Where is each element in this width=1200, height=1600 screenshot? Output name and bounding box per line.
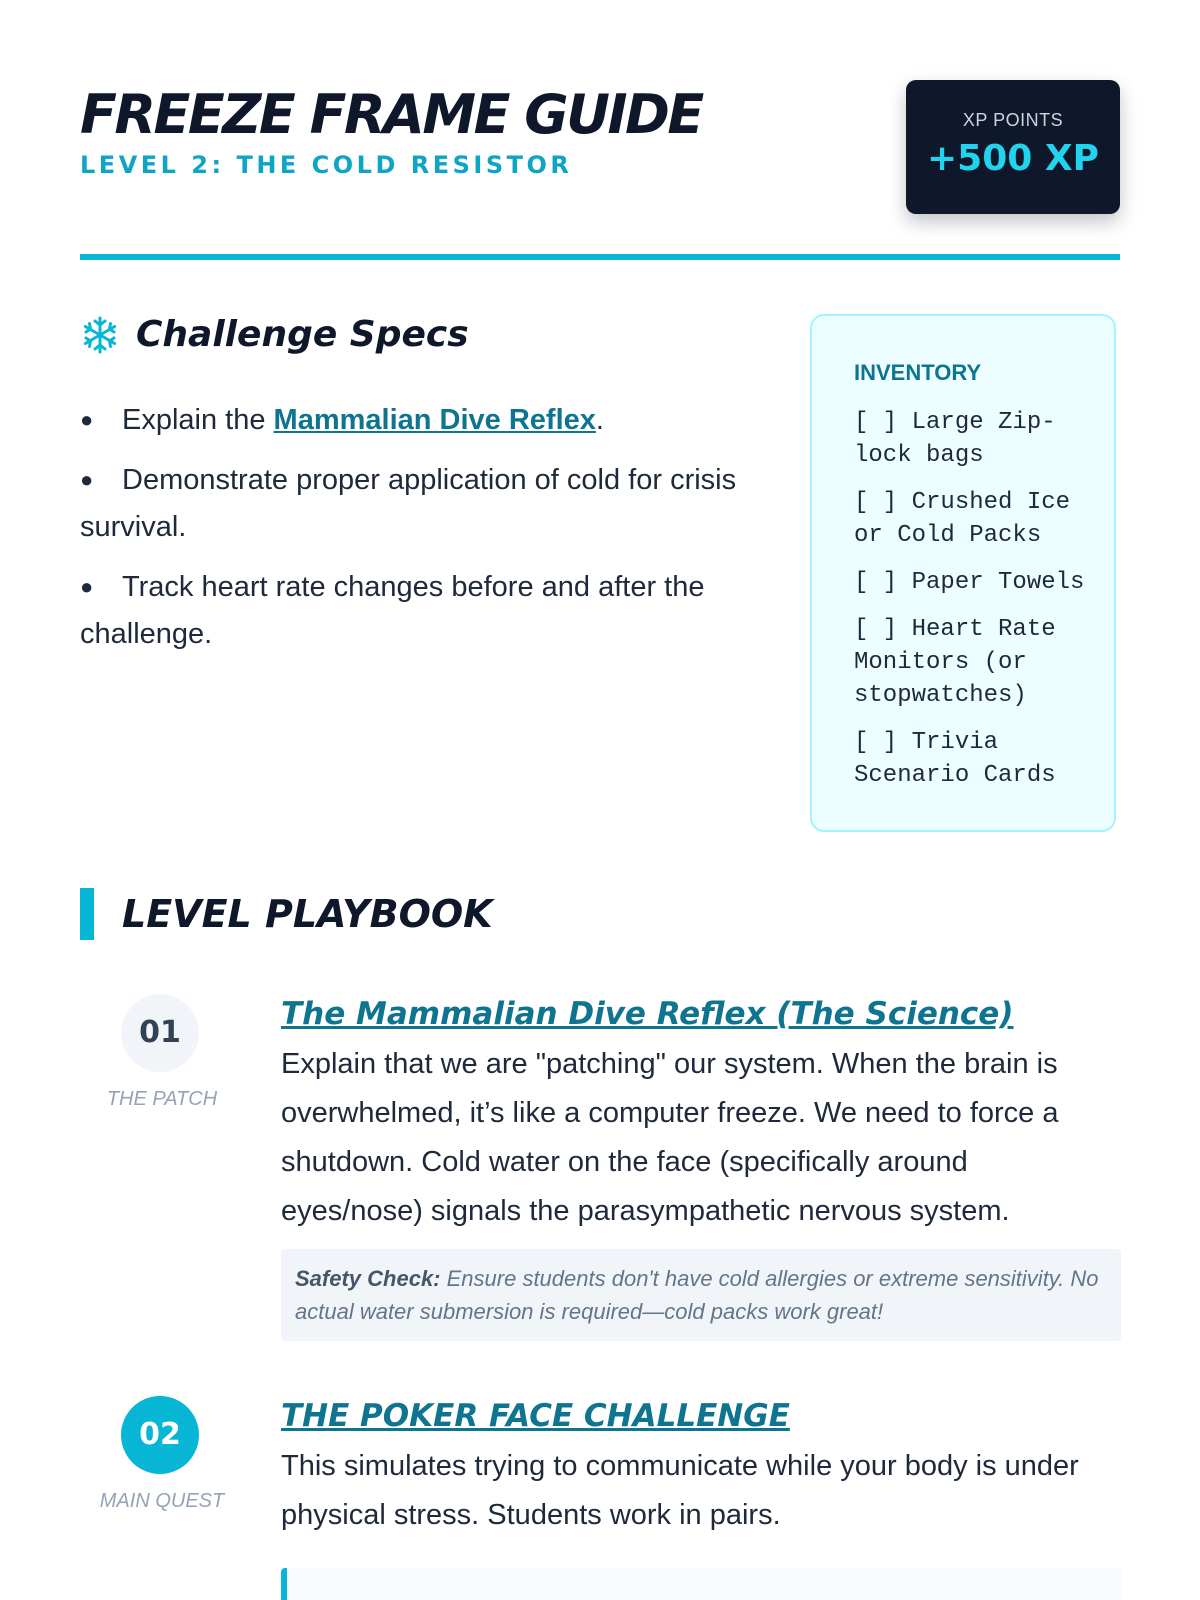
list-item	[80, 396, 740, 444]
safety-check-label: Safety Check:	[295, 1266, 441, 1291]
challenge-specs-heading	[80, 314, 469, 355]
bullet-icon: ●	[80, 467, 94, 492]
inventory-item: [ ] Large Zip-lock bags	[854, 409, 1056, 469]
inventory-box	[810, 314, 1116, 832]
step-title-link[interactable]: The Mammalian Dive Reflex (The Science)	[281, 996, 1014, 1032]
step-number-badge: 02	[121, 1396, 199, 1474]
step-title-link[interactable]: THE POKER FACE CHALLENGE	[281, 1398, 790, 1434]
spec-text: Track heart rate changes before and after the challenge.	[80, 571, 705, 650]
challenge-specs-list	[80, 396, 740, 670]
xp-value: +500 XP	[927, 138, 1099, 179]
step-description: Explain that we are "patching" our system. When the brain is overwhelmed, it’s like a computer freeze. We need to force a shutdown. Cold water on the face (specifically around eyes/nose) signals the parasympathetic nervous system.	[281, 1048, 1059, 1227]
step-number-badge: 01	[121, 994, 199, 1072]
step-tag: THE PATCH	[106, 1088, 218, 1110]
challenge-specs-title: Challenge Specs	[136, 314, 469, 355]
inventory-list	[854, 406, 1094, 806]
dive-reflex-link[interactable]: Mammalian Dive Reflex	[273, 404, 596, 436]
inventory-item: [ ] Trivia Scenario Cards	[854, 729, 1056, 789]
inventory-item: [ ] Crushed Ice or Cold Packs	[854, 489, 1071, 549]
safety-check-text: Ensure students don't have cold allergies or extreme sensitivity. No actual water submersion is required—cold packs work great!	[295, 1266, 1099, 1324]
step-tag: MAIN QUEST	[99, 1490, 225, 1512]
safety-check-note	[281, 1249, 1121, 1341]
playbook-title: LEVEL PLAYBOOK	[122, 892, 493, 936]
page-subtitle: LEVEL 2: THE COLD RESISTOR	[80, 151, 573, 179]
header-divider	[80, 254, 1120, 260]
step-description: This simulates trying to communicate while your body is under physical stress. Students work in pairs.	[281, 1450, 1079, 1531]
list-item	[80, 563, 740, 658]
bullet-icon: ●	[80, 407, 94, 432]
list-item	[80, 456, 740, 551]
inventory-item: [ ] Heart Rate Monitors (or stopwatches)	[854, 616, 1056, 709]
bullet-icon: ●	[80, 574, 94, 599]
spec-text: Demonstrate proper application of cold for crisis survival.	[80, 464, 737, 543]
playbook-accent-bar	[80, 888, 94, 940]
spec-text: Explain the	[122, 404, 274, 436]
spec-text: .	[595, 404, 604, 436]
xp-label: XP POINTS	[962, 110, 1064, 130]
step-detail-panel	[281, 1568, 1121, 1600]
inventory-title: INVENTORY	[854, 360, 982, 385]
snowflake-icon	[80, 315, 120, 355]
inventory-item: [ ] Paper Towels	[854, 569, 1085, 596]
xp-card	[906, 80, 1120, 214]
page-title: FREEZE FRAME GUIDE	[80, 83, 702, 146]
